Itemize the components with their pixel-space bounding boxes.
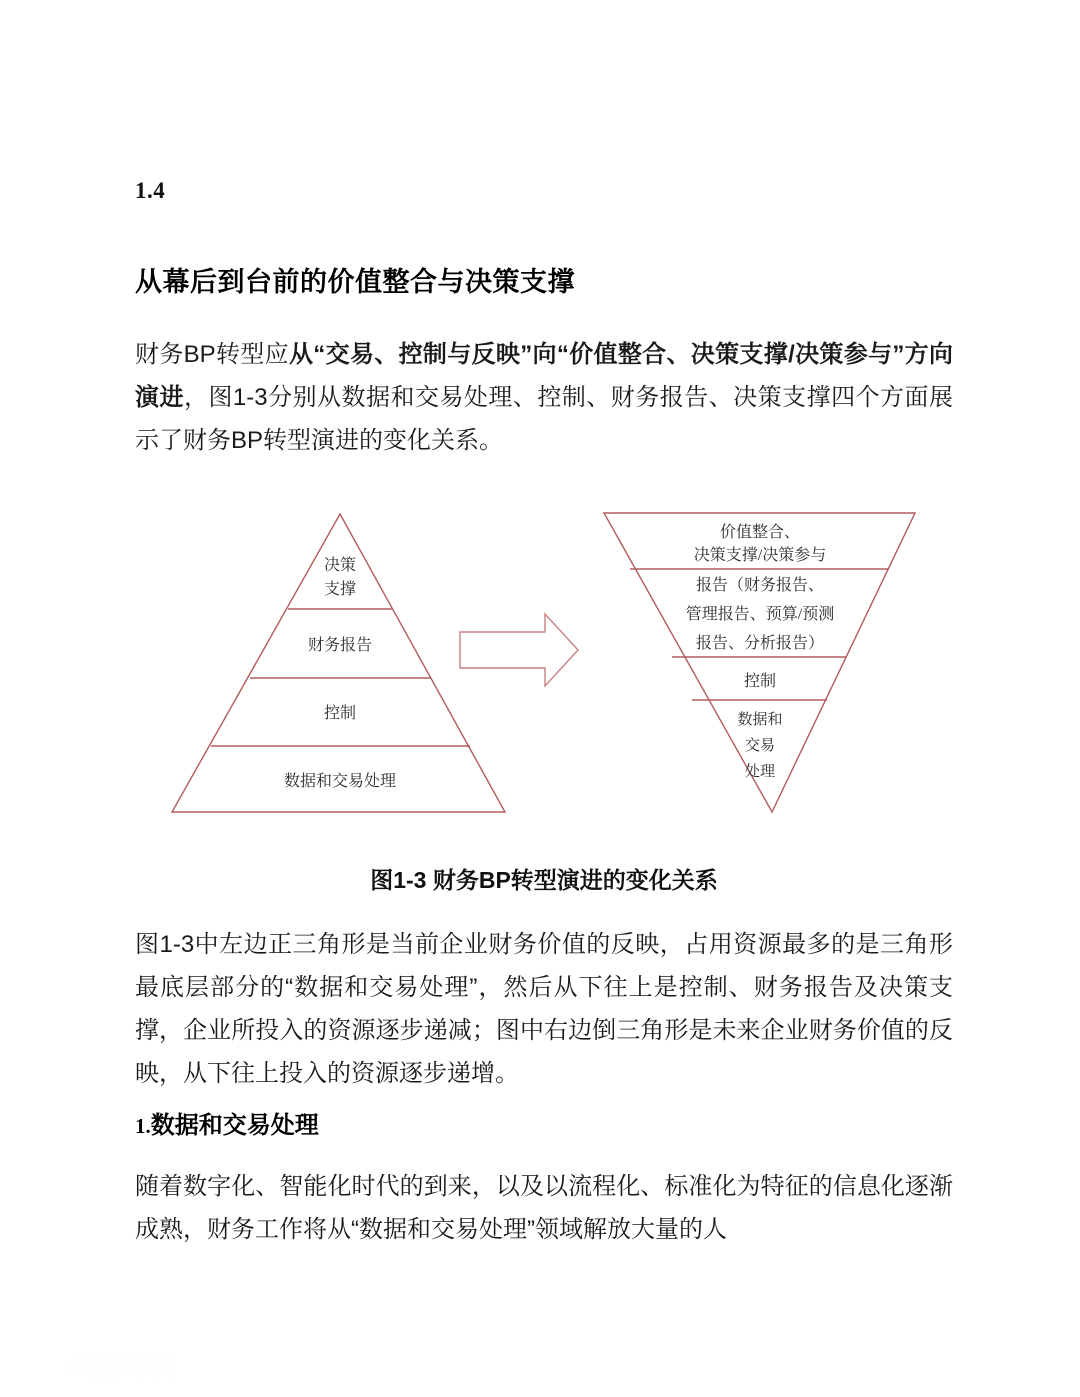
- watermark-text: 大数跨境: [67, 1353, 176, 1381]
- figure-1-3: [135, 492, 953, 832]
- right-pyramid-level-3-line-1: 控制: [743, 673, 777, 690]
- paragraph-intro-lead: 财务BP转型应: [135, 341, 289, 368]
- paragraph-intro: [135, 333, 953, 462]
- sub-heading-number: 1.: [135, 1114, 151, 1138]
- right-pyramid-level-2-line-2: 管理报告、预算/预测: [685, 606, 835, 623]
- sub-heading: [135, 1105, 953, 1140]
- left-pyramid-level-3-line-1: 控制: [323, 705, 357, 722]
- paragraph-description: 图1-3中左边正三角形是当前企业财务价值的反映，占用资源最多的是三角形最底层部分的“数据和交易处理”，然后从下往上是控制、财务报告及决策支撑，企业所投入的资源逐步递减；图中右边倒三角形是未来企业财务价值的反映，从下往上投入的资源逐步递增。: [135, 931, 953, 1087]
- watermark-logo-icon: [14, 1353, 58, 1377]
- right-pyramid-level-2-line-1: 报告（财务报告、: [695, 577, 825, 594]
- paragraph-intro-tail: ，图1-3分别从数据和交易处理、控制、财务报告、决策支撑四个方面展示了财务BP转型演进的变化关系。: [135, 384, 954, 454]
- right-pyramid-level-4-line-3: 处理: [744, 764, 776, 780]
- sub-heading-text: 数据和交易处理: [150, 1112, 319, 1139]
- section-number: 1.4: [135, 178, 166, 203]
- transition-arrow-icon: [460, 614, 578, 686]
- right-pyramid-level-1-line-1: 价值整合、: [719, 524, 801, 541]
- left-pyramid-level-4-line-1: 数据和交易处理: [283, 773, 397, 790]
- right-pyramid-level-2-line-3: 报告、分析报告）: [695, 635, 825, 652]
- right-pyramid-level-4-line-2: 交易: [744, 738, 776, 754]
- right-pyramid-level-4-line-1: 数据和: [737, 712, 783, 728]
- right-pyramid-level-1-line-2: 决策支撑/决策参与: [693, 547, 827, 564]
- left-pyramid: [172, 514, 505, 812]
- arrow-shape: [460, 614, 578, 686]
- section-title: 从幕后到台前的价值整合与决策支撑: [135, 267, 575, 297]
- paragraph-intro-bold: 从“交易、控制与反映”向“价值整合、决策支撑/决策参与”方向演进: [135, 341, 954, 411]
- left-pyramid-level-1-line-1: 决策: [323, 557, 357, 574]
- watermark: [14, 1347, 175, 1383]
- paragraph-last: 随着数字化、智能化时代的到来，以及以流程化、标准化为特征的信息化逐渐成熟，财务工作将从“数据和交易处理”领域解放大量的人: [135, 1173, 953, 1243]
- right-inverted-pyramid: [604, 513, 915, 812]
- figure-caption: 图1-3 财务BP转型演进的变化关系: [370, 867, 718, 893]
- left-pyramid-level-1-line-2: 支撑: [323, 581, 357, 598]
- left-pyramid-level-2-line-1: 财务报告: [307, 637, 373, 654]
